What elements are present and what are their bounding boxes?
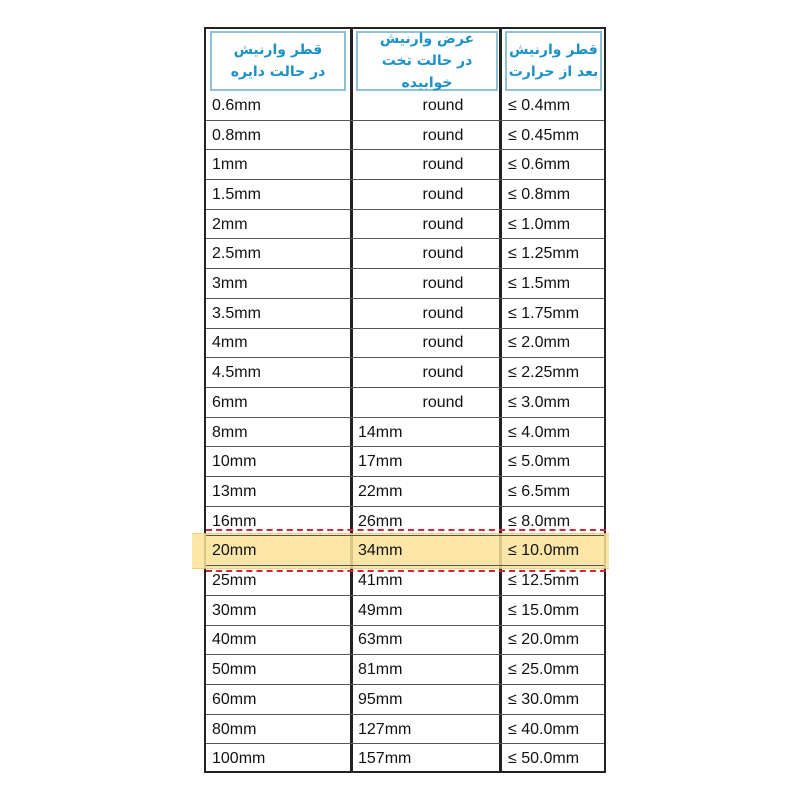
cell-after-heat: ≤ 10.0mm: [508, 542, 580, 560]
cell-after-heat: ≤ 30.0mm: [508, 690, 580, 708]
cell-after-heat: ≤ 1.5mm: [508, 275, 571, 293]
cell-diameter: 2.5mm: [212, 245, 261, 263]
cell-flat-width: 95mm: [358, 690, 403, 708]
cell-after-heat: ≤ 50.0mm: [508, 750, 580, 768]
cell-diameter: 1.5mm: [212, 185, 261, 203]
cell-diameter: 1mm: [212, 156, 248, 174]
cell-diameter: 100mm: [212, 750, 266, 768]
cell-after-heat: ≤ 2.25mm: [508, 364, 580, 382]
cell-diameter: 4.5mm: [212, 364, 261, 382]
cell-diameter: 30mm: [212, 601, 257, 619]
cell-after-heat: ≤ 2.0mm: [508, 334, 571, 352]
cell-diameter: 10mm: [212, 453, 257, 471]
cell-after-heat: ≤ 5.0mm: [508, 453, 571, 471]
cell-diameter: 40mm: [212, 631, 257, 649]
cell-after-heat: ≤ 20.0mm: [508, 631, 580, 649]
cell-after-heat: ≤ 1.75mm: [508, 304, 580, 322]
cell-diameter: 3mm: [212, 275, 248, 293]
cell-flat-width: 63mm: [358, 631, 403, 649]
cell-flat-width: 49mm: [358, 601, 403, 619]
table-row: [206, 269, 604, 299]
cell-diameter: 25mm: [212, 572, 257, 590]
table-row: [206, 121, 604, 151]
highlight-dash-bottom: [206, 570, 606, 572]
table-row: [206, 626, 604, 656]
table-row: [206, 596, 604, 626]
header-diameter: [210, 31, 346, 91]
cell-flat-width: 127mm: [358, 720, 412, 738]
cell-after-heat: ≤ 0.8mm: [508, 185, 571, 203]
table-row: [206, 715, 604, 745]
table-row: [206, 744, 604, 774]
cell-diameter: 6mm: [212, 393, 248, 411]
cell-after-heat: ≤ 0.45mm: [508, 126, 580, 144]
cell-diameter: 4mm: [212, 334, 248, 352]
cell-flat-width: 17mm: [358, 453, 403, 471]
table-row: [206, 388, 604, 418]
cell-diameter: 16mm: [212, 512, 257, 530]
table-row: [206, 418, 604, 448]
table-row: [206, 477, 604, 507]
header-flat-width-line1: عرض وارنیش: [379, 31, 475, 47]
cell-flat-width: round: [422, 215, 464, 233]
cell-diameter: 3.5mm: [212, 304, 261, 322]
cell-after-heat: ≤ 1.0mm: [508, 215, 571, 233]
table-row: [206, 210, 604, 240]
cell-flat-width: 41mm: [358, 572, 403, 590]
cell-flat-width: round: [422, 126, 464, 144]
cell-flat-width: round: [422, 245, 464, 263]
cell-diameter: 50mm: [212, 661, 257, 679]
cell-after-heat: ≤ 40.0mm: [508, 720, 580, 738]
cell-after-heat: ≤ 15.0mm: [508, 601, 580, 619]
cell-after-heat: ≤ 0.6mm: [508, 156, 571, 174]
header-diameter-line2: در حالت دایره: [230, 64, 326, 80]
cell-flat-width: round: [422, 364, 464, 382]
cell-flat-width: 157mm: [358, 750, 412, 768]
cell-flat-width: round: [422, 185, 464, 203]
cell-flat-width: round: [422, 156, 464, 174]
table-row: [206, 358, 604, 388]
table-row: [206, 91, 604, 121]
header-flat-width-line2: در حالت تخت خوابیده: [381, 53, 473, 91]
table-row: [206, 180, 604, 210]
cell-diameter: 13mm: [212, 482, 257, 500]
cell-diameter: 80mm: [212, 720, 257, 738]
cell-diameter: 20mm: [212, 542, 257, 560]
cell-diameter: 2mm: [212, 215, 248, 233]
cell-after-heat: ≤ 8.0mm: [508, 512, 571, 530]
table-row: [206, 447, 604, 477]
cell-flat-width: 22mm: [358, 482, 403, 500]
cell-after-heat: ≤ 0.4mm: [508, 96, 571, 114]
table-row: [206, 507, 604, 537]
table-row: [206, 240, 604, 270]
cell-flat-width: 14mm: [358, 423, 403, 441]
table-row: [206, 537, 604, 567]
header-diameter-line1: قطر وارنیش: [233, 42, 323, 58]
cell-after-heat: ≤ 25.0mm: [508, 661, 580, 679]
cell-diameter: 0.8mm: [212, 126, 261, 144]
cell-after-heat: ≤ 6.5mm: [508, 482, 571, 500]
cell-after-heat: ≤ 3.0mm: [508, 393, 571, 411]
header-flat-width: [356, 31, 498, 91]
cell-flat-width: 34mm: [358, 542, 403, 560]
cell-flat-width: round: [422, 275, 464, 293]
cell-diameter: 8mm: [212, 423, 248, 441]
cell-after-heat: ≤ 1.25mm: [508, 245, 580, 263]
cell-flat-width: round: [422, 96, 464, 114]
cell-flat-width: round: [422, 334, 464, 352]
cell-diameter: 60mm: [212, 690, 257, 708]
table-row: [206, 150, 604, 180]
table-row: [206, 655, 604, 685]
cell-after-heat: ≤ 4.0mm: [508, 423, 571, 441]
cell-after-heat: ≤ 12.5mm: [508, 572, 580, 590]
cell-flat-width: round: [422, 393, 464, 411]
header-after-heat-line2: بعد از حرارت: [508, 64, 599, 80]
header-after-heat-line1: قطر وارنیش: [509, 42, 598, 58]
table-row: [206, 299, 604, 329]
cell-flat-width: 81mm: [358, 661, 403, 679]
cell-flat-width: 26mm: [358, 512, 403, 530]
cell-flat-width: round: [422, 304, 464, 322]
highlight-dash-top: [206, 529, 606, 531]
table-row: [206, 329, 604, 359]
header-after-heat: [505, 31, 602, 91]
table-row: [206, 685, 604, 715]
cell-diameter: 0.6mm: [212, 96, 261, 114]
